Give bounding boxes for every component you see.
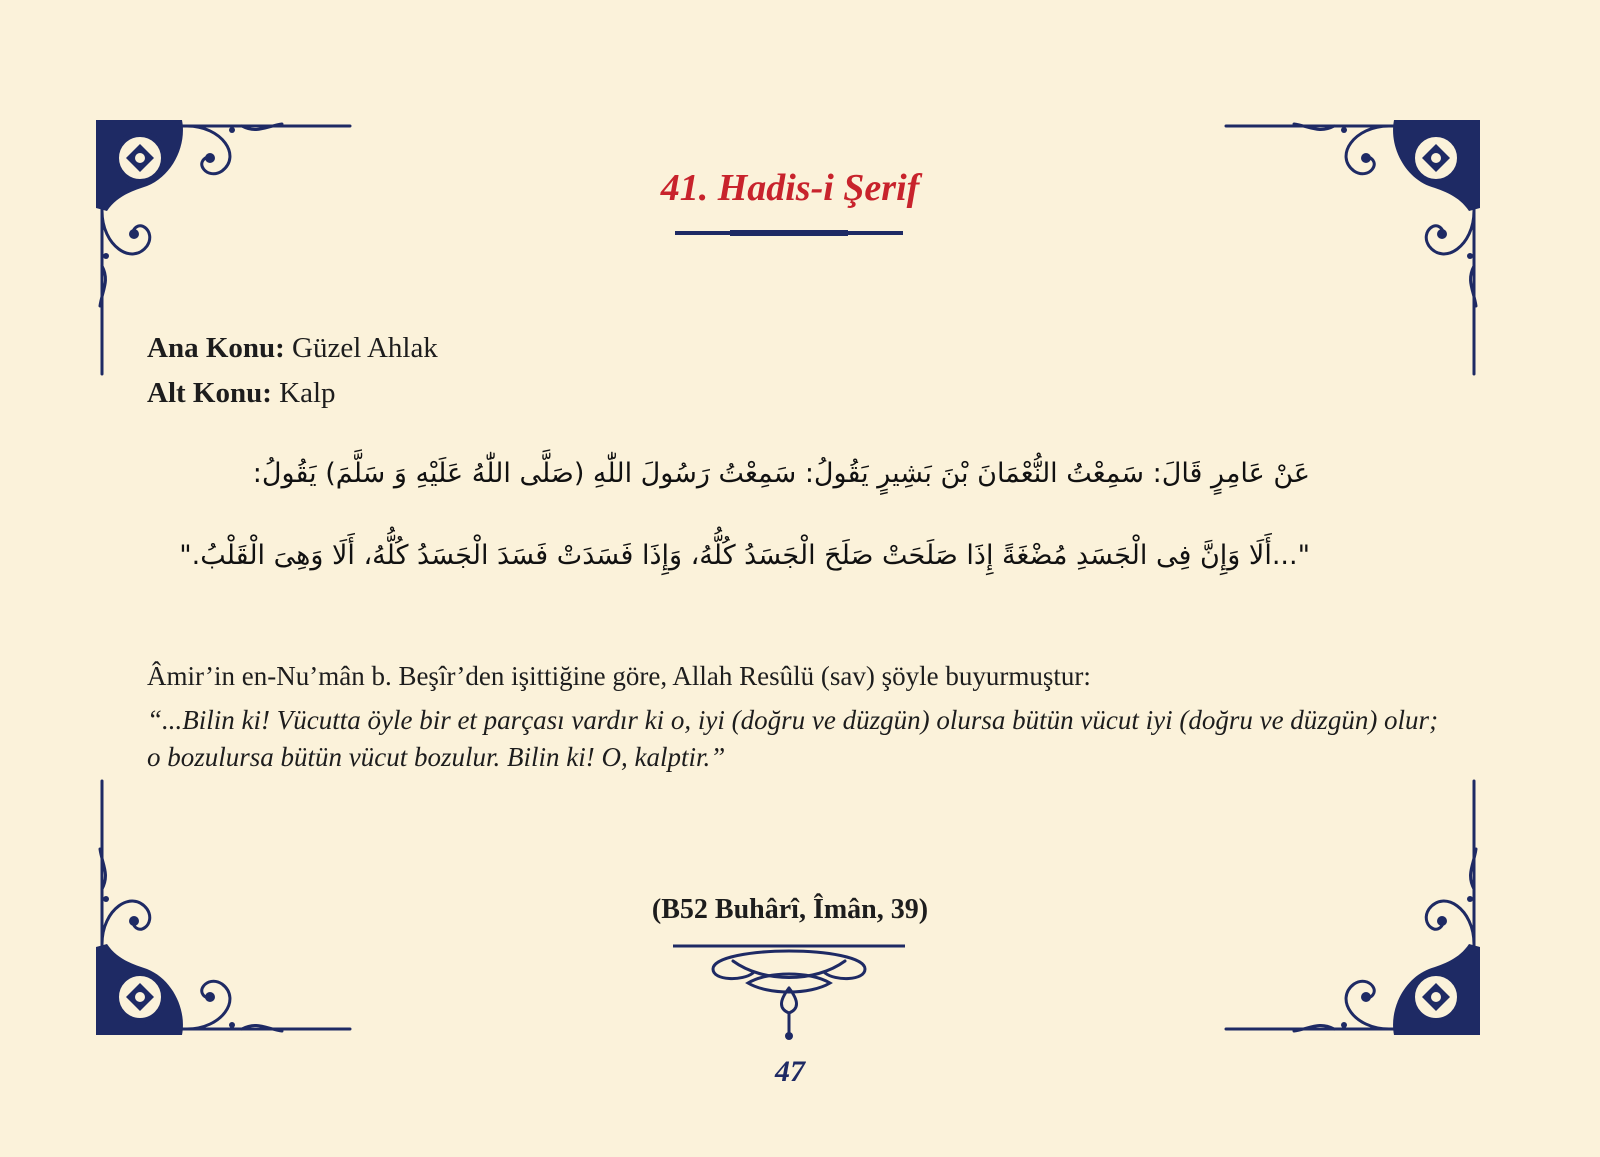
translation-quote: “...Bilin ki! Vücutta öyle bir et parçası vardır ki o, iyi (doğru ve düzgün) olursa bütün vücut iyi (doğru ve düzgün) olur; o bozulursa bütün vücut bozulur. Bilin ki! O, kalptir.” xyxy=(147,705,1439,772)
main-topic-value: Güzel Ahlak xyxy=(292,332,438,364)
main-topic xyxy=(147,332,438,365)
translation-intro: Âmir’in en-Nu’mân b. Beşîr’den işittiğine göre, Allah Resûlü (sav) şöyle buyurmuştur: xyxy=(147,661,1091,691)
corner-ornament-top-right xyxy=(1214,116,1484,386)
hadith-title: 41. Hadis-i Şerif xyxy=(660,167,920,209)
arabic-line-2: "...أَلَا وَإِنَّ فِى الْجَسَدِ مُضْغَةً إِذَا صَلَحَتْ صَلَحَ الْجَسَدُ كُلُّهُ، وَإِذَا فَسَدَتْ فَسَدَ الْجَسَدُ كُلُّهُ، أَلَا وَهِىَ الْقَلْبُ." xyxy=(179,540,1310,571)
arabic-line-1: عَنْ عَامِرٍ قَالَ: سَمِعْتُ النُّعْمَانَ بْنَ بَشِيرٍ يَقُولُ: سَمِعْتُ رَسُولَ اللّٰهِ (صَلَّى اللّٰهُ عَلَيْهِ وَ سَلَّمَ) يَقُولُ: xyxy=(252,458,1310,489)
source-reference: (B52 Buhârî, Îmân, 39) xyxy=(651,894,929,925)
main-topic-label: Ana Konu: xyxy=(147,332,285,364)
page-number: 47 xyxy=(775,1055,805,1088)
flourish-ornament xyxy=(673,943,905,1043)
sub-topic-label: Alt Konu: xyxy=(147,377,272,409)
title-underline xyxy=(675,231,903,235)
sub-topic xyxy=(147,377,336,410)
sub-topic-value: Kalp xyxy=(279,377,336,409)
